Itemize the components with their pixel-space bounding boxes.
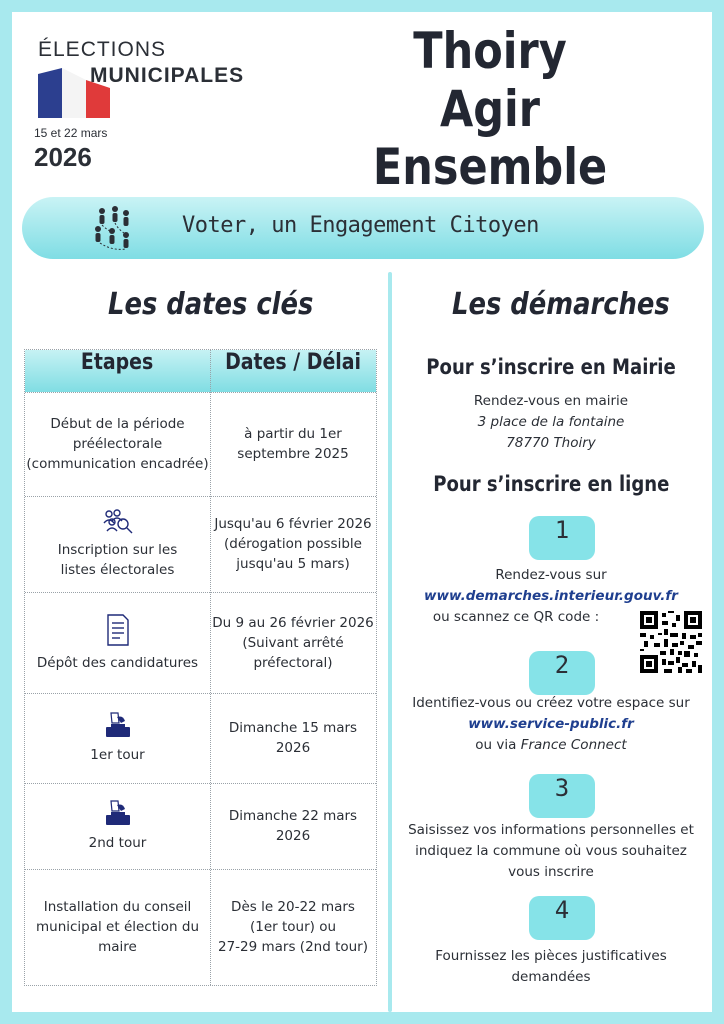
people-network-icon [88, 203, 138, 253]
table-row-date: Jusqu'au 6 février 2026 (dérogation possible jusqu'au 5 mars) [214, 516, 372, 572]
step-4-text: Fournissez les pièces justificatives demandées [435, 948, 667, 985]
logo-dates: 15 et 22 mars [34, 126, 108, 140]
table-row-step: Début de la période préélectorale (communication encadrée) [26, 416, 209, 472]
procedures-section-title: Les démarches [452, 287, 670, 322]
service-public-link[interactable]: www.service-public.fr [468, 716, 634, 732]
document-icon [105, 613, 131, 647]
title-line-1: Thoiry [413, 22, 567, 80]
ballot-box-icon [103, 799, 133, 827]
banner-text: Voter, un Engagement Citoyen [182, 213, 539, 238]
logo-municipales: MUNICIPALES [90, 64, 245, 87]
table-row-step: 2nd tour [25, 783, 210, 869]
table-header-steps: Etapes [81, 350, 154, 375]
step-3-badge: 3 [529, 774, 595, 818]
elections-logo [34, 38, 274, 178]
table-row-date: Dimanche 15 mars 2026 [228, 720, 358, 756]
table-row-step: Inscription sur les listes électorales [25, 496, 210, 592]
mairie-title: Pour s’inscrire en Mairie [426, 355, 676, 379]
ballot-box-icon [103, 711, 133, 739]
step-4-badge: 4 [529, 896, 595, 940]
table-row-date: à partir du 1er septembre 2025 [237, 426, 349, 462]
table-row-date: Du 9 au 26 février 2026 (Suivant arrêté préfectoral) [212, 614, 374, 671]
table-row-date: Dimanche 22 mars 2026 [228, 808, 358, 844]
qr-code[interactable] [640, 611, 702, 673]
table-row-date: Dès le 20-22 mars (1er tour) ou 27-29 mars (2nd tour) [217, 899, 369, 955]
france-connect-link[interactable]: France Connect [520, 737, 627, 753]
step-3-text: Saisissez vos informations personnelles et indiquez la commune où vous souhaitez vous inscrire [408, 822, 694, 880]
people-search-icon [102, 508, 134, 534]
step-1-text: Rendez-vous sur www.demarches.interieur.gouv.fr ou scannez ce QR code : [398, 565, 704, 628]
mairie-address: Rendez-vous en mairie 3 place de la fontaine 78770 Thoiry [473, 393, 629, 451]
step-2-badge: 2 [529, 651, 595, 695]
online-title: Pour s’inscrire en ligne [432, 472, 670, 496]
table-header-dates: Dates / Délai [225, 350, 361, 375]
step-2-text: Identifiez-vous ou créez votre espace sur www.service-public.fr ou via France Connect [398, 693, 704, 756]
logo-elections: ÉLECTIONS [38, 38, 167, 61]
dates-section-title: Les dates clés [108, 287, 314, 322]
column-divider [388, 272, 392, 1012]
table-row-step: Dépôt des candidatures [25, 592, 210, 693]
table-row-step: 1er tour [25, 693, 210, 783]
step-1-badge: 1 [529, 516, 595, 560]
dates-table [24, 349, 377, 986]
page-title [318, 22, 662, 196]
logo-year: 2026 [34, 142, 92, 172]
banner [22, 197, 704, 259]
demarches-link[interactable]: www.demarches.interieur.gouv.fr [424, 588, 678, 604]
table-row-step: Installation du conseil municipal et élection du maire [35, 899, 200, 955]
title-line-2: Agir Ensemble [372, 80, 608, 196]
